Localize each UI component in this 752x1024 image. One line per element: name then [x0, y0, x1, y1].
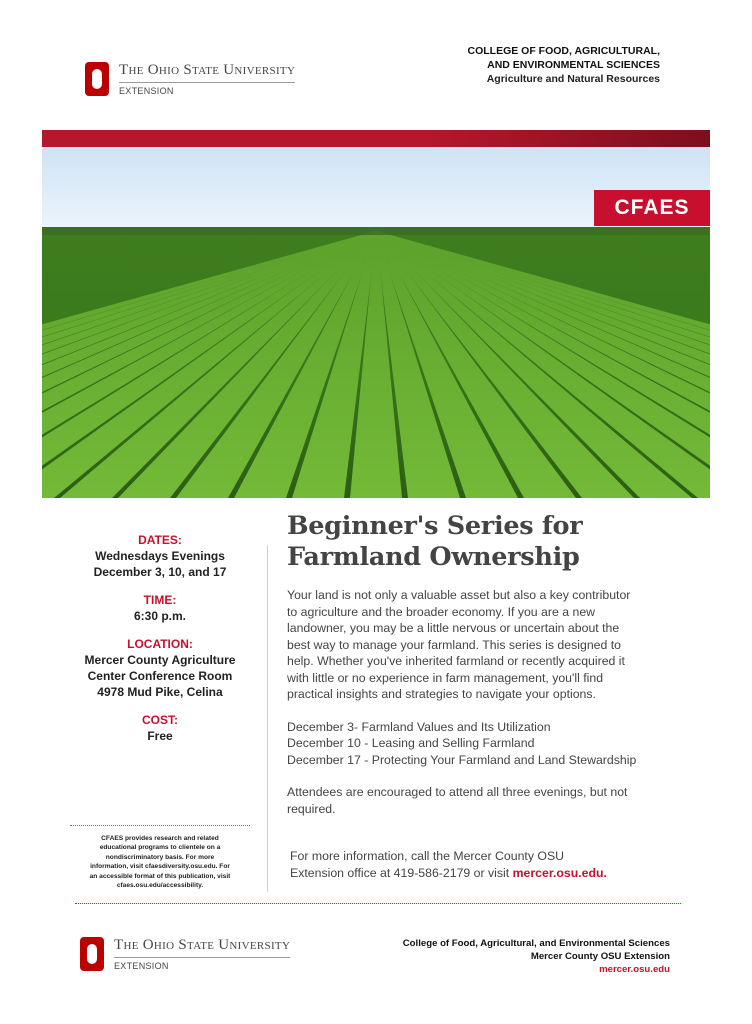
- cost-value: Free: [147, 729, 173, 743]
- college-line-1: COLLEGE OF FOOD, AGRICULTURAL,: [467, 45, 660, 57]
- disclaimer-line: information, visit cfaesdiversity.osu.edu. For: [90, 863, 230, 871]
- session-item: December 10 - Leasing and Selling Farmland: [287, 736, 535, 750]
- cfaes-badge: CFAES: [594, 190, 710, 226]
- location-line-2: Center Conference Room: [87, 669, 233, 683]
- intro-line: Your land is not only a valuable asset but also a key contributor: [287, 588, 631, 602]
- dates-label: DATES:: [138, 533, 182, 547]
- disclaimer-line: an accessible format of this publication, visit: [89, 872, 231, 880]
- description: [287, 587, 672, 833]
- footer-osu-extension-logo: [80, 937, 290, 971]
- page-title: [287, 511, 582, 573]
- session-item: December 17 - Protecting Your Farmland and Land Stewardship: [287, 752, 637, 767]
- location-line-1: Mercer County Agriculture: [84, 653, 236, 667]
- footer-line-1: College of Food, Agricultural, and Environmental Sciences: [402, 938, 670, 949]
- location-label: LOCATION:: [127, 637, 193, 651]
- intro-line: with little or no experience in farm management, you'll find: [287, 670, 604, 685]
- nondiscrimination-statement: [70, 825, 250, 890]
- block-o-icon: [85, 62, 109, 96]
- attend-line-2: required.: [287, 801, 336, 816]
- contact-line-2-text: Extension office at 419-586-2179 or visit: [290, 865, 513, 880]
- contact-info: [290, 848, 607, 881]
- intro-line: landowner, you may be a little nervous or uncertain about the: [287, 621, 620, 635]
- osu-extension-logo: [85, 62, 295, 96]
- cost-block: [60, 713, 260, 744]
- disclaimer-line: CFAES provides research and related: [101, 835, 219, 842]
- contact-line-2: [290, 865, 607, 882]
- attendance-note: [287, 784, 672, 817]
- intro-line: practical insights and strategies to navigate your options.: [287, 687, 596, 701]
- footer-extension-label: EXTENSION: [114, 961, 169, 971]
- time-value: 6:30 p.m.: [133, 609, 187, 623]
- intro-line: best way to manage your farmland. This series is designed to: [287, 637, 622, 652]
- contact-line-1: For more information, call the Mercer County OSU: [290, 849, 565, 863]
- time-block: [60, 593, 260, 624]
- footer-url-link[interactable]: mercer.osu.edu: [599, 964, 670, 975]
- intro-line: to agriculture and the broader economy. If you are a new: [287, 604, 596, 619]
- college-line-3: Agriculture and Natural Resources: [486, 73, 660, 85]
- dates-line-2: December 3, 10, and 17: [93, 565, 227, 579]
- location-line-3: 4978 Mud Pike, Celina: [97, 685, 223, 699]
- footer-university-name: The Ohio State University: [114, 937, 290, 958]
- footer-divider: [75, 903, 681, 904]
- university-name: The Ohio State University: [119, 62, 295, 83]
- footer-line-2: Mercer County OSU Extension: [530, 951, 670, 962]
- banner-red-bar: [42, 130, 710, 147]
- disclaimer-line: educational programs to clientele on a: [99, 844, 221, 852]
- extension-label: EXTENSION: [119, 86, 174, 96]
- college-line-2: AND ENVIRONMENTAL SCIENCES: [487, 59, 660, 71]
- time-label: TIME:: [143, 593, 177, 607]
- intro-line: help. Whether you've inherited farmland or recently acquired it: [287, 654, 625, 668]
- footer-college-info: [403, 937, 670, 976]
- attend-line-1: Attendees are encouraged to attend all three evenings, but not: [287, 785, 628, 799]
- college-heading: [468, 44, 661, 86]
- location-block: [60, 637, 260, 700]
- intro-paragraph: [287, 587, 672, 703]
- dates-block: [60, 533, 260, 580]
- disclaimer-line: cfaes.osu.edu/accessibility.: [116, 882, 204, 890]
- column-divider: [267, 545, 268, 892]
- title-line-2: Farmland Ownership: [287, 542, 580, 572]
- footer-block-o-icon: [80, 937, 104, 971]
- session-schedule: [287, 719, 672, 769]
- website-link[interactable]: mercer.osu.edu.: [512, 865, 607, 880]
- session-item: December 3- Farmland Values and Its Utilization: [287, 719, 551, 734]
- event-details: [60, 533, 260, 757]
- cost-label: COST:: [142, 713, 178, 727]
- title-line-1: Beginner's Series for: [287, 511, 583, 541]
- dates-line-1: Wednesdays Evenings: [95, 549, 225, 563]
- disclaimer-line: nondiscriminatory basis. For more: [105, 853, 215, 861]
